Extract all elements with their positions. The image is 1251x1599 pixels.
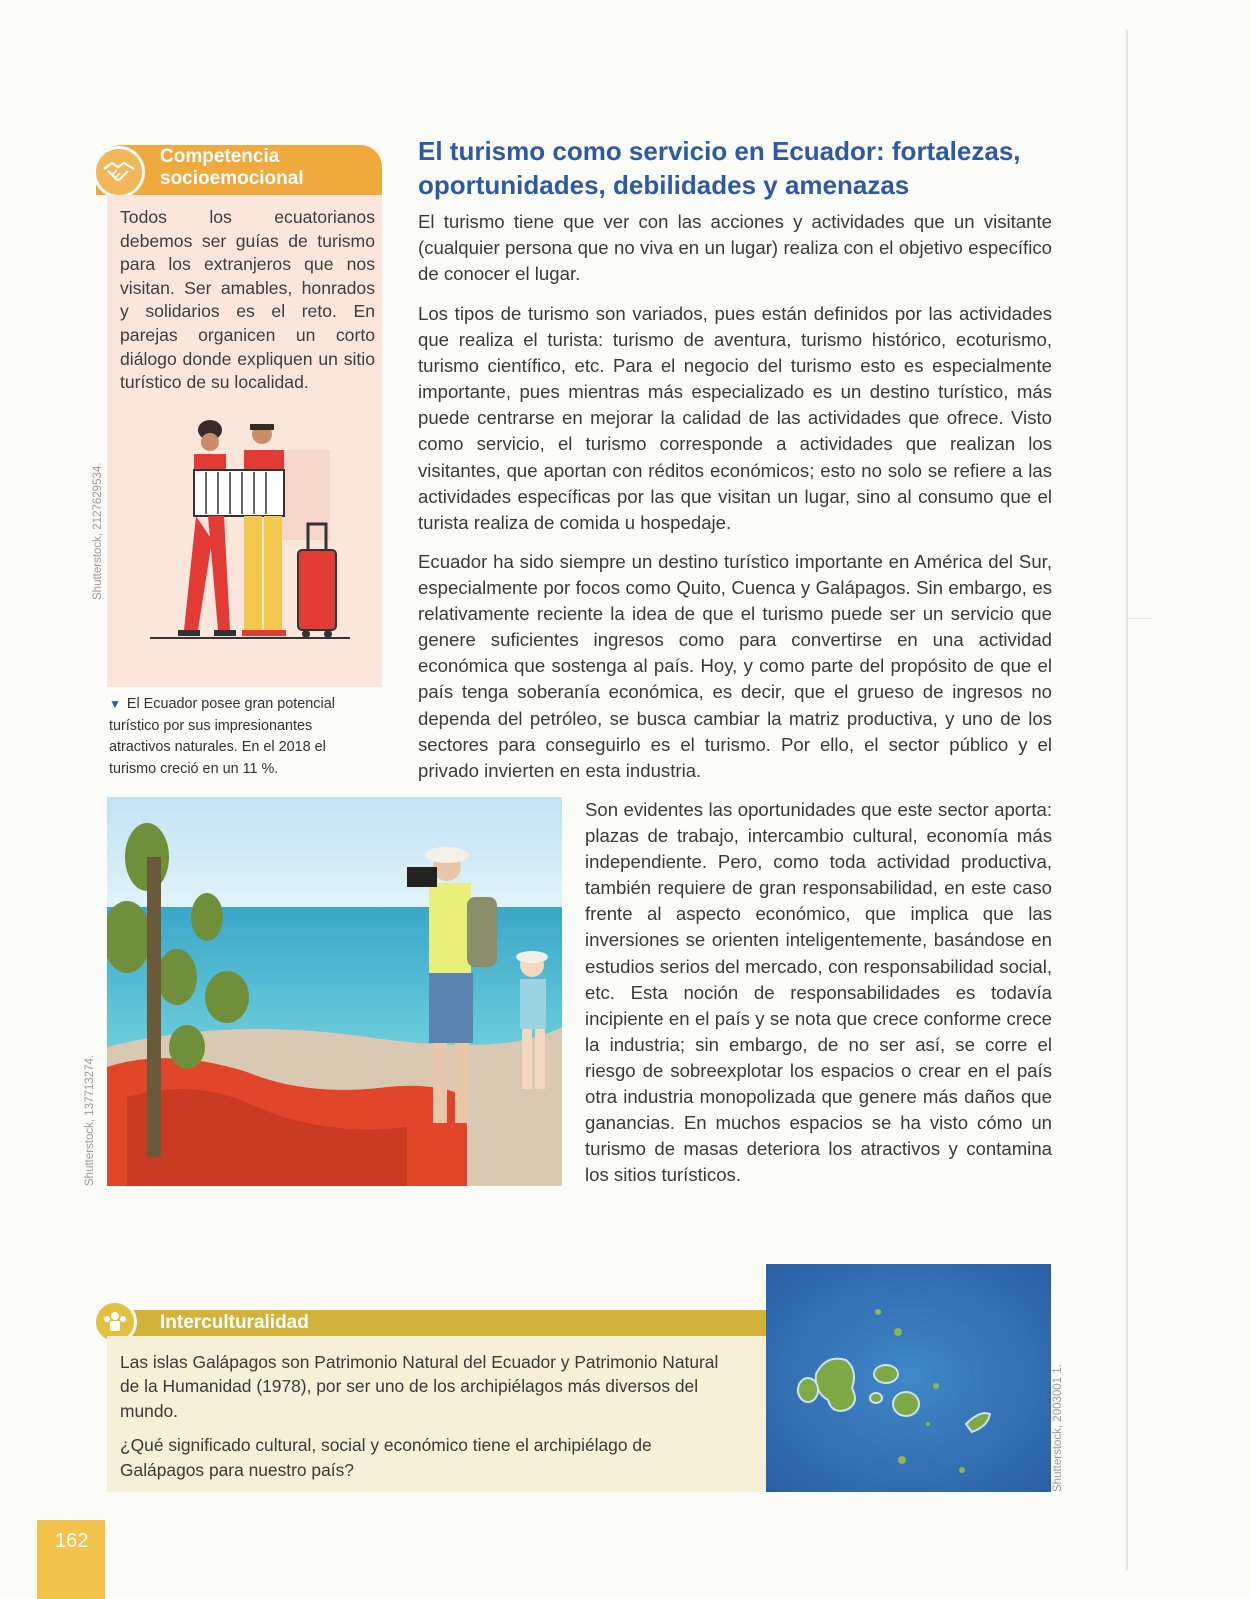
illustration-credit: Shutterstock, 2127629534.: [92, 462, 104, 600]
triangle-icon: ▼: [109, 697, 121, 711]
galapagos-map: [766, 1264, 1051, 1492]
tourists-illustration: [150, 420, 350, 655]
interculturalidad-question: ¿Qué significado cultural, social y económico tiene el archipiélago de Galápagos para nuestro país?: [120, 1435, 652, 1480]
page-number: 162: [55, 1530, 89, 1552]
paragraph-2: Los tipos de turismo son variados, pues están definidos por las actividades que realiza el turista: turismo de aventura, turismo histórico, ecoturismo, turismo científico, etc. Para el negocio del turismo esto es especialmente importante, pues mientras más especializado es un destino turístico, más puede centrarse en mejorar la calidad de las actividades que ofrece. Visto como servicio, el turismo corresponde a actividades que realizan los visitantes, que aportan con réditos económicos; esto no solo se refiere a las actividades específicas por las que visitan un lugar, sino al consumo que el turista realiza de comida u hospedaje.: [418, 303, 1052, 533]
paragraph-1: El turismo tiene que ver con las acciones y actividades que un visitante (cualquier persona que no viva en un lugar) realiza con el objetivo específico de conocer el lugar.: [418, 211, 1052, 285]
competencia-title: Competencia socioemocional: [160, 146, 304, 189]
interculturalidad-text: [120, 1350, 740, 1492]
paragraph-3: Ecuador ha sido siempre un destino turístico importante en América del Sur, especialmente por focos como Quito, Cuenca y Galápagos. Sin embargo, es relativamente reciente la idea de que el turismo puede ser un servicio que genere suficientes ingresos como para convertirse en una actividad económica que sostenga al país. Hoy, y como parte del propósito de que el país tenga soberanía económica, es decir, que el grueso de ingresos no dependa del petróleo, se busca cambiar la matriz productiva, y uno de los sectores para conseguirlo es el turismo. Por ello, el sector público y el privado invierten en esta industria.: [418, 551, 1052, 781]
paragraph-4: Son evidentes las oportunidades que este sector aporta: plazas de trabajo, intercambio cultural, economía más independiente. Pero, como toda actividad productiva, también requiere de gran responsabilidad, en este caso frente al aspecto económico, que implica que las inversiones se orienten inteligentemente, basándose en estudios serios del mercado, con responsabilidad social, etc. Esta noción de responsabilidades es todavía incipiente en el país y se nota que crece conforme crece la industria; sin embargo, de no ser así, se corre el riesgo de sobreexplotar los espacios o crear en el país otra industria monopolizada que genere más daños que ganancias. En muchos espacios se ha visto cómo un turismo de masas deteriora los atractivos y contamina los sitios turísticos.: [585, 799, 1052, 1186]
interculturalidad-title: Interculturalidad: [160, 1312, 309, 1333]
interculturalidad-paragraph-1: Las islas Galápagos son Patrimonio Natural del Ecuador y Patrimonio Natural de la Humanidad (1978), por ser uno de los archipiélagos más diversos del mundo.: [120, 1352, 719, 1421]
competencia-text: Todos los ecuatorianos debemos ser guías de turismo para los extranjeros que nos visitan. Ser amables, honrados y solidarios es el reto. En parejas organicen un corto diálogo donde expliquen un sitio turístico de su localidad.: [120, 207, 375, 393]
page-number-tab: [37, 1520, 105, 1599]
section-title: El turismo como servicio en Ecuador: fortalezas, oportunidades, debilidades y amenazas: [418, 136, 1021, 200]
handshake-icon: [93, 146, 145, 198]
photo-credit: Shutterstock, 137713274.: [84, 1054, 96, 1186]
page-edge: [1126, 30, 1128, 1570]
map-credit: Shutterstock, 2003001 1.: [1052, 1364, 1064, 1492]
page-edge-mark: [1128, 618, 1152, 619]
galapagos-tourists-photo: [107, 797, 562, 1186]
photo-caption: ▼ El Ecuador posee gran potencial turístico por sus impresionantes atractivos naturales. En el 2018 el turismo creció en un 11 %.: [109, 696, 335, 777]
